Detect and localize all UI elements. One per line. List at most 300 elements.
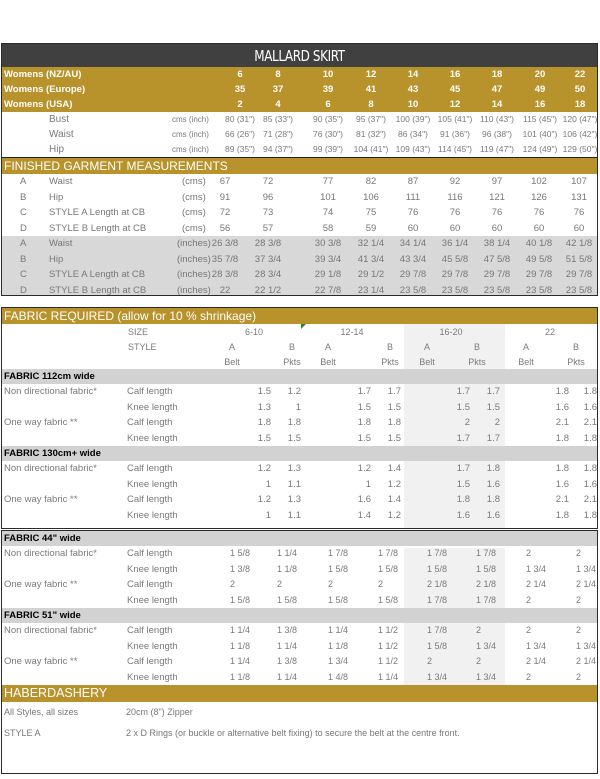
fabric-value: 1 5/8: [328, 563, 349, 574]
style-column-label: B: [473, 342, 480, 352]
measurement-value: 80 (31"): [225, 114, 255, 124]
finished-value: 60: [533, 222, 545, 234]
finished-row: [2, 221, 597, 237]
unit-label: (cms): [182, 222, 206, 234]
finished-value: 77: [322, 176, 334, 187]
finished-value: 60: [491, 222, 503, 234]
haberdashery-row: [2, 722, 597, 744]
fabric-value: 1 3/8: [277, 656, 298, 666]
size-chart-panel: [1, 43, 598, 296]
finished-value: 116: [447, 191, 463, 203]
measurement-key: C: [20, 207, 27, 218]
fabric-value: 2 1/8: [427, 579, 448, 589]
style-column-label: B: [386, 342, 393, 352]
fabric-value: 2: [576, 671, 582, 682]
fabric-row: [2, 577, 597, 593]
fabric-type: Non directional fabric*: [4, 463, 97, 474]
finished-value: 102: [531, 176, 547, 187]
fabric-type: Non directional fabric*: [4, 625, 97, 636]
finished-value: 76: [407, 207, 419, 218]
finished-value: 40 1/8: [525, 238, 553, 249]
fabric-value: 1.2: [257, 463, 271, 474]
finished-value: 28 3/8: [211, 269, 239, 280]
finished-heading: FINISHED GARMENT MEASUREMENTS: [2, 157, 597, 174]
fabric-value: 1.2: [287, 386, 301, 397]
size-value: 14: [407, 69, 419, 80]
fabric-value: 1 5/8: [378, 563, 399, 574]
fabric-value: 1 1/4: [328, 625, 349, 635]
fabric-value: 1.7: [486, 432, 500, 444]
fabric-row: [2, 654, 597, 670]
style-column-label: A: [228, 342, 235, 352]
fabric-value: 2: [526, 548, 532, 558]
finished-value: 22: [219, 284, 231, 296]
fabric-value: 1.3: [287, 463, 301, 474]
size-row: [2, 97, 597, 112]
fabric-value: 1.2: [387, 478, 401, 490]
fabric-value: 1.8: [583, 463, 597, 474]
body-measurement-rows: [2, 112, 597, 157]
measurement-key: D: [20, 222, 27, 234]
fabric-value: 1.8: [583, 386, 597, 397]
fabric-value: 1 7/8: [427, 594, 448, 605]
fabric-value: 2: [526, 671, 532, 682]
finished-value: 26 3/8: [211, 238, 239, 249]
fabric-value: 1 1/8: [230, 640, 251, 651]
size-group-label: 12-14: [340, 327, 364, 337]
fabric-value: 1.8: [486, 494, 500, 505]
size-value: 45: [449, 84, 461, 95]
fabric-value: 1.5: [387, 432, 401, 444]
body-measurement-row: [2, 142, 597, 157]
unit-label: (inches): [177, 238, 211, 249]
fabric-value: 1.4: [357, 509, 371, 521]
finished-value: 97: [491, 176, 503, 187]
measurement-label: STYLE B Length at CB: [49, 222, 147, 234]
fabric-row: [2, 593, 597, 609]
fabric-value: 2: [526, 625, 532, 635]
fabric-value: 1.5: [257, 432, 271, 444]
fabric-value: 2: [576, 625, 582, 635]
fabric-row: [2, 492, 597, 508]
fabric-value: 1 1/2: [378, 640, 399, 651]
fabric-value: 1.1: [287, 509, 301, 521]
fabric-value: 1 5/8: [277, 594, 298, 605]
finished-value: 74: [322, 207, 334, 218]
size-value: 47: [491, 84, 503, 95]
finished-value: 47 5/8: [483, 253, 511, 265]
fabric-value: 1.7: [456, 432, 470, 444]
fabric-value: 1: [295, 401, 301, 413]
fabric-value: 1 1/4: [230, 656, 251, 666]
fabric-value: 1: [265, 478, 271, 490]
size-value: 6: [325, 99, 331, 110]
finished-value: 23 5/8: [483, 284, 511, 296]
finished-value: 56: [219, 222, 231, 234]
fabric-value: 2: [378, 579, 384, 589]
measurement-value: 114 (45"): [437, 144, 473, 154]
fabric-value: 1.4: [387, 494, 401, 505]
finished-value: 23 1/4: [357, 284, 385, 296]
size-value: 22: [574, 69, 586, 80]
size-value: 2: [237, 99, 243, 110]
haberdashery-heading: HABERDASHERY: [2, 685, 597, 702]
fabric-value: 1.6: [583, 478, 597, 490]
measurement-label: Waist: [49, 176, 73, 187]
unit-label: cms (inch): [172, 115, 209, 124]
green-marker-icon: [301, 324, 306, 329]
fabric-value: 1 3/8: [230, 563, 251, 574]
fabric-value: 2 1/4: [576, 656, 597, 666]
measurement-label: STYLE A Length at CB: [49, 269, 146, 280]
size-system-label: Womens (USA): [4, 99, 73, 110]
fabric-value: 1 1/4: [277, 671, 298, 682]
fabric-heading: FABRIC REQUIRED (allow for 10 % shrinkage): [2, 308, 597, 324]
measurement-value: 95 (37"): [356, 114, 386, 124]
length-label: Calf length: [127, 417, 173, 428]
measurement-value: 89 (35"): [225, 144, 255, 154]
style-sub-label: Pkts: [381, 357, 399, 367]
length-label: Knee length: [127, 509, 178, 521]
finished-value: 32 1/4: [357, 238, 385, 249]
measurement-key: A: [20, 238, 27, 249]
fabric-row: [2, 508, 597, 524]
finished-value: 60: [449, 222, 461, 234]
finished-value: 96: [262, 191, 274, 203]
fabric-value: 2 1/4: [526, 579, 547, 589]
fabric-value: 1 1/8: [230, 671, 251, 682]
fabric-type: One way fabric **: [4, 494, 78, 505]
size-row: [2, 67, 597, 82]
finished-value: 76: [491, 207, 503, 218]
fabric-value: 1.8: [287, 417, 301, 428]
fabric-row: [2, 431, 597, 447]
size-value: 41: [365, 84, 377, 95]
fabric-row: [2, 461, 597, 477]
size-label: SIZE: [128, 327, 149, 337]
length-label: Calf length: [127, 494, 173, 505]
fabric-block-title: FABRIC 51" wide: [2, 608, 597, 623]
size-value: 6: [237, 69, 243, 80]
length-label: Knee length: [127, 563, 178, 575]
finished-value: 126: [531, 191, 547, 203]
size-value: 50: [574, 84, 586, 95]
haberdashery-label: All Styles, all sizes: [4, 707, 79, 717]
finished-value: 60: [407, 222, 419, 234]
fabric-value: 1: [265, 509, 271, 521]
fabric-value: 1 1/2: [378, 625, 399, 635]
measurement-value: 94 (37"): [263, 144, 293, 154]
finished-value: 29 7/8: [441, 269, 469, 280]
fabric-row: [2, 477, 597, 493]
fabric-value: 1.8: [555, 509, 569, 521]
fabric-value: 2 1/8: [476, 579, 497, 589]
fabric-value: 1 5/8: [476, 563, 497, 574]
style-sub-label: Belt: [419, 357, 435, 367]
finished-value: 38 1/4: [483, 238, 511, 249]
finished-value: 75: [365, 207, 377, 218]
fabric-value: 1 1/8: [328, 640, 349, 651]
size-value: 20: [534, 69, 546, 80]
size-value: 43: [407, 84, 419, 95]
fabric-value: 1 7/8: [328, 548, 349, 558]
fabric-value: 1.2: [387, 509, 401, 521]
fabric-value: 1.8: [456, 494, 470, 505]
measurement-value: 115 (45"): [522, 114, 558, 124]
unit-label: (inches): [177, 269, 211, 280]
finished-inches-rows: [2, 236, 597, 296]
style-sub-label: Belt: [224, 357, 240, 367]
finished-value: 29 1/8: [314, 269, 342, 280]
fabric-value: 1.3: [257, 401, 271, 413]
length-label: Knee length: [127, 478, 178, 490]
measurement-value: 101 (40"): [522, 129, 558, 139]
fabric-value: 1.6: [555, 401, 569, 413]
finished-row: [2, 267, 597, 283]
fabric-value: 1 5/8: [378, 594, 399, 605]
fabric-value: 1.6: [486, 509, 500, 521]
length-label: Knee length: [127, 594, 178, 606]
fabric-value: 1.2: [257, 494, 271, 505]
fabric-value: 1.8: [486, 463, 500, 474]
finished-value: 42 1/8: [565, 238, 593, 249]
fabric-value: 2.1: [555, 494, 569, 505]
finished-value: 39 3/4: [314, 253, 342, 265]
fabric-value: 1.6: [555, 478, 569, 490]
finished-value: 59: [365, 222, 377, 234]
fabric-value: 1 5/8: [230, 594, 251, 605]
size-group-label: 22: [544, 327, 555, 337]
haberdashery-label: STYLE A: [4, 728, 41, 738]
fabric-value: 1.6: [486, 478, 500, 490]
measurement-label: STYLE B Length at CB: [49, 284, 147, 296]
fabric-value: 1.8: [387, 417, 401, 428]
fabric-type: One way fabric **: [4, 656, 78, 667]
measurement-value: 106 (42"): [562, 129, 598, 139]
fabric-value: 1.8: [555, 386, 569, 397]
finished-value: 67: [219, 176, 231, 187]
finished-value: 28 3/4: [254, 269, 282, 280]
fabric-value: 1.8: [583, 432, 597, 444]
style-sub-label: Pkts: [468, 357, 486, 367]
haberdashery-value: 2 x D Rings (or buckle or alternative belt fixing) to secure the belt at the centre front.: [126, 728, 460, 738]
fabric-value: 1 1/4: [277, 548, 298, 558]
measurement-value: 109 (43"): [395, 144, 431, 154]
fabric-value: 1.2: [357, 463, 371, 474]
measurement-label: Hip: [49, 191, 64, 203]
length-label: Knee length: [127, 671, 178, 683]
fabric-value: 1.7: [357, 386, 371, 397]
finished-value: 34 1/4: [399, 238, 427, 249]
fabric-row: [2, 562, 597, 578]
fabric-value: 2 1/4: [526, 656, 547, 666]
size-value: 10: [407, 99, 419, 110]
fabric-type: One way fabric **: [4, 579, 78, 590]
unit-label: cms (inch): [172, 130, 209, 139]
measurement-value: 66 (26"): [225, 129, 255, 139]
fabric-value: 1 3/4: [328, 656, 349, 666]
fabric-value: 1.8: [357, 417, 371, 428]
fabric-row: [2, 670, 597, 686]
style-label: STYLE: [128, 342, 157, 352]
fabric-value: 1.7: [387, 386, 401, 397]
size-value: 12: [449, 99, 461, 110]
unit-label: (inches): [177, 253, 211, 265]
fabric-value: 1 7/8: [378, 548, 399, 558]
style-sub-label: Belt: [518, 357, 534, 367]
finished-value: 101: [320, 191, 336, 203]
size-value: 10: [322, 69, 334, 80]
measurement-label: STYLE A Length at CB: [49, 207, 146, 218]
measurement-label: Waist: [49, 238, 73, 249]
measurement-value: 119 (47"): [479, 144, 515, 154]
unit-label: (cms): [182, 176, 206, 187]
length-label: Calf length: [127, 579, 173, 590]
measurement-key: A: [20, 176, 27, 187]
measurement-value: 71 (28"): [263, 129, 293, 139]
fabric-row: [2, 546, 597, 562]
fabric-value: 1.3: [287, 494, 301, 505]
finished-value: 43 3/4: [399, 253, 427, 265]
fabric-value: 2.1: [555, 417, 569, 428]
fabric-value: 2.1: [583, 417, 597, 428]
measurement-label: Hip: [49, 253, 64, 265]
size-value: 37: [272, 84, 284, 95]
finished-value: 23 5/8: [525, 284, 553, 296]
finished-value: 121: [489, 191, 505, 203]
finished-value: 57: [262, 222, 274, 234]
finished-row: [2, 252, 597, 268]
style-column-label: A: [423, 342, 430, 352]
fabric-value: 1.8: [555, 463, 569, 474]
finished-value: 29 1/2: [357, 269, 385, 280]
size-value: 35: [234, 84, 246, 95]
finished-value: 37 3/4: [254, 253, 282, 265]
size-group-label: 6-10: [244, 327, 263, 337]
measurement-key: B: [20, 253, 27, 265]
measurement-label: Bust: [49, 114, 70, 125]
measurement-value: 110 (43"): [479, 114, 515, 124]
fabric-value: 2: [328, 579, 334, 589]
fabric-value: 1.5: [387, 401, 401, 413]
finished-value: 23 5/8: [565, 284, 593, 296]
fabric-value: 1.6: [456, 509, 470, 521]
finished-value: 92: [449, 176, 461, 187]
length-label: Calf length: [127, 386, 173, 397]
length-label: Calf length: [127, 625, 173, 636]
size-value: 16: [534, 99, 546, 110]
measurement-label: Waist: [49, 129, 74, 140]
style-column-label: B: [572, 342, 579, 352]
body-measurement-row: [2, 127, 597, 142]
fabric-value: 2: [576, 594, 582, 605]
fabric-value: 1.5: [486, 401, 500, 413]
length-label: Knee length: [127, 401, 178, 413]
fabric-block-title: FABRIC 44" wide: [2, 531, 597, 546]
measurement-value: 100 (39"): [395, 114, 431, 124]
measurement-value: 91 (36"): [440, 129, 470, 139]
unit-label: (inches): [177, 284, 211, 296]
fabric-value: 2: [476, 656, 482, 666]
finished-value: 22 7/8: [314, 284, 342, 296]
finished-value: 72: [219, 207, 231, 218]
fabric-value: 1.5: [357, 432, 371, 444]
finished-value: 72: [262, 176, 274, 187]
fabric-value: 2: [526, 594, 532, 605]
size-value: 8: [368, 99, 374, 110]
fabric-value: 1.5: [456, 401, 470, 413]
fabric-value: 1.1: [287, 478, 301, 490]
fabric-value: 1 1/4: [230, 625, 251, 635]
fabric-value: 2: [576, 548, 582, 558]
body-measurement-row: [2, 112, 597, 127]
finished-value: 45 5/8: [441, 253, 469, 265]
fabric-type: Non directional fabric*: [4, 386, 97, 397]
fabric-value: 1.5: [357, 401, 371, 413]
fabric-value: 1 7/8: [427, 625, 448, 635]
fabric-value: 1 3/4: [576, 563, 597, 574]
fabric-value: 1 3/4: [576, 640, 597, 651]
fabric-value: 1.5: [287, 432, 301, 444]
measurement-value: 99 (39"): [313, 144, 343, 154]
fabric-value: 1 4/8: [328, 671, 349, 682]
size-value: 16: [449, 69, 461, 80]
length-label: Calf length: [127, 656, 173, 667]
fabric-row: [2, 623, 597, 639]
finished-value: 107: [571, 176, 587, 187]
fabric-value: 1.8: [583, 509, 597, 521]
fabric-value: 1 7/8: [427, 548, 448, 558]
fabric-value: 1 1/8: [277, 563, 298, 574]
measurement-label: Hip: [49, 144, 65, 155]
fabric-value: 1 5/8: [328, 594, 349, 605]
size-conversion-rows: [2, 67, 597, 112]
size-value: 8: [275, 69, 281, 80]
finished-row: [2, 190, 597, 206]
fabric-type: One way fabric **: [4, 417, 78, 428]
finished-value: 73: [262, 207, 274, 218]
fabric-value: 2: [427, 656, 433, 666]
finished-value: 51 5/8: [565, 253, 593, 265]
size-system-label: Womens (Europe): [4, 84, 86, 95]
size-value: 49: [534, 84, 546, 95]
measurement-value: 86 (34"): [398, 129, 428, 139]
fabric-value: 2 1/4: [576, 579, 597, 589]
finished-value: 28 3/8: [254, 238, 282, 249]
fabric-value: 1 3/8: [277, 625, 298, 635]
style-sub-label: Pkts: [283, 357, 301, 367]
finished-value: 29 7/8: [399, 269, 427, 280]
measurement-value: 85 (33"): [263, 114, 293, 124]
fabric-value: 1: [365, 478, 371, 490]
size-value: 4: [275, 99, 281, 110]
fabric-type: Non directional fabric*: [4, 548, 97, 559]
measurement-value: 104 (41"): [353, 144, 389, 154]
finished-value: 41 3/4: [357, 253, 385, 265]
finished-value: 29 7/8: [525, 269, 553, 280]
fabric-value: 1 5/8: [427, 640, 448, 651]
fabric-value: 1.4: [387, 463, 401, 474]
finished-value: 58: [322, 222, 334, 234]
fabric-value: 1 7/8: [476, 594, 497, 605]
fabric-required-panel: [1, 307, 598, 529]
finished-value: 29 7/8: [565, 269, 593, 280]
measurement-value: 120 (47"): [562, 114, 598, 124]
fabric-value: 1.6: [583, 401, 597, 413]
measurement-key: D: [20, 284, 27, 296]
finished-value: 23 5/8: [441, 284, 469, 296]
finished-value: 36 1/4: [441, 238, 469, 249]
